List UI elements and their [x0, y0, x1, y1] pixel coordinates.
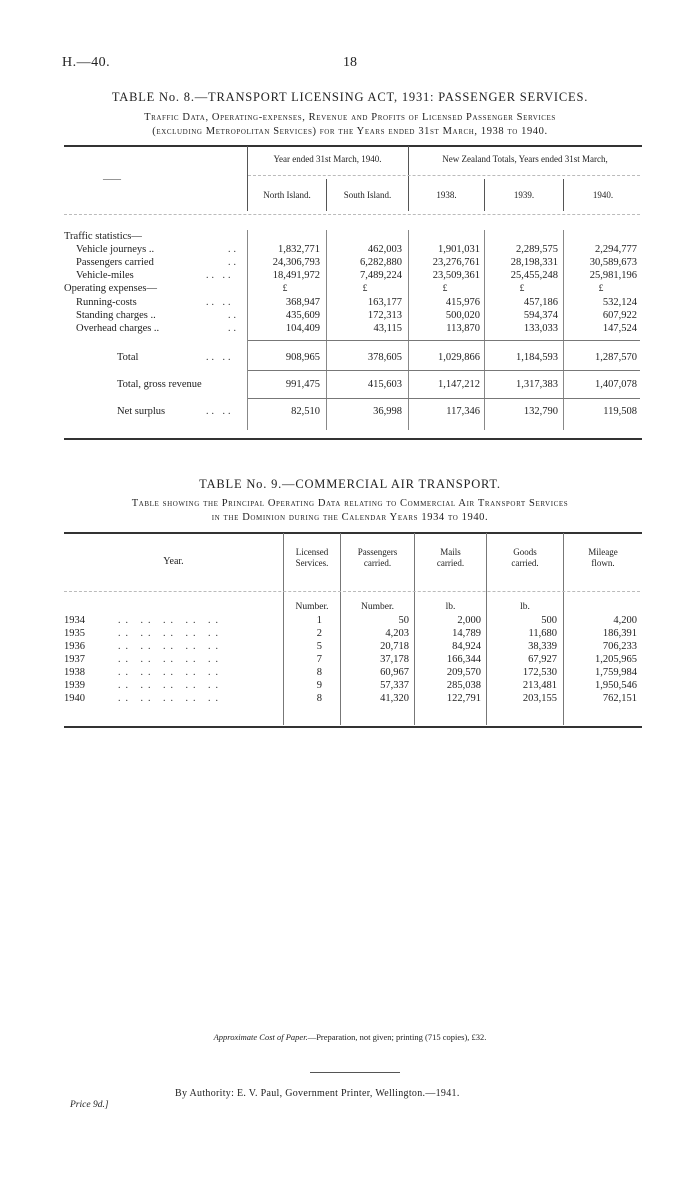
table8-header-underline	[248, 175, 640, 176]
table9-col-goods-carried: Goods carried.	[511, 547, 539, 568]
cell-passengers: 41,320	[380, 693, 409, 704]
cell-passengers: 50	[398, 615, 409, 626]
unit-pound: £	[442, 284, 448, 294]
price: Price 9d.]	[70, 1100, 109, 1110]
cell-north-island: 82,510	[291, 406, 320, 417]
cell-mails: 166,344	[446, 654, 481, 665]
leader-dots: ..	[228, 257, 239, 268]
cell-1938: 23,276,761	[432, 257, 480, 268]
cell-south-island: 172,313	[367, 310, 402, 321]
cell-mails: 84,924	[452, 641, 481, 652]
cell-1938: 1,029,866	[438, 352, 480, 363]
table-row	[0, 270, 700, 283]
cell-1940: 2,294,777	[595, 244, 637, 255]
table-row	[0, 379, 700, 392]
cell-1940: 119,508	[603, 406, 637, 417]
unit-number: Number.	[361, 602, 394, 612]
table9-subtitle-line1: Table showing the Principal Operating Data relating to Commercial Air Transport Services	[131, 498, 569, 509]
leader-dots: ..	[228, 310, 239, 321]
cell-north-island: 908,965	[285, 352, 320, 363]
table9-col-licensed-services: Licensed Services.	[295, 547, 329, 568]
page-number: 18	[343, 55, 357, 70]
table8-col-1940: 1940.	[592, 190, 614, 200]
cell-licensed-services: 5	[316, 641, 322, 652]
cell-passengers: 60,967	[380, 667, 409, 678]
cell-1939: 133,033	[523, 323, 558, 334]
cost-of-paper-note	[0, 1032, 700, 1042]
cell-mileage: 4,200	[613, 615, 637, 626]
table8-subtitle-line1: Traffic Data, Operating-expenses, Revenue and Profits of Licensed Passenger Services	[144, 112, 556, 123]
cell-goods: 38,339	[528, 641, 557, 652]
table-row	[0, 628, 700, 641]
table-row	[0, 667, 700, 680]
cell-passengers: 37,178	[380, 654, 409, 665]
printer-authority: By Authority: E. V. Paul, Government Printer, Wellington.—1941.	[175, 1088, 460, 1099]
cell-1938: 500,020	[445, 310, 480, 321]
row-label: Vehicle journeys ..	[76, 244, 155, 255]
year-label: 1937	[64, 654, 85, 665]
table9-col-year: Year.	[163, 556, 184, 567]
table8-col-1939: 1939.	[513, 190, 535, 200]
cell-1939: 28,198,331	[510, 257, 558, 268]
table-row	[0, 680, 700, 693]
table8-col-north-island: North Island.	[263, 190, 311, 200]
row-label: Net surplus	[117, 406, 166, 417]
table8-group-header-nz-totals: New Zealand Totals, Years ended 31st March,	[442, 154, 608, 164]
table9-col-mails-carried: Mails carried.	[436, 547, 465, 568]
table8-section-traffic: Traffic statistics—	[64, 231, 142, 242]
table-row	[0, 297, 700, 310]
leader-dots: .. .. .. .. ..	[118, 667, 223, 678]
cell-mails: 285,038	[446, 680, 481, 691]
table-row	[0, 257, 700, 270]
cell-1938: 1,901,031	[438, 244, 480, 255]
unit-pound: £	[362, 284, 368, 294]
cell-1940: 1,407,078	[595, 379, 637, 390]
table-row	[0, 352, 700, 365]
table8-stub-header: ——	[103, 174, 121, 184]
cell-north-island: 991,475	[285, 379, 320, 390]
subtotal-rule	[248, 340, 640, 341]
cell-mails: 14,789	[452, 628, 481, 639]
leader-dots: ..	[228, 244, 239, 255]
year-label: 1934	[64, 615, 85, 626]
cell-1939: 132,790	[523, 406, 558, 417]
cell-passengers: 57,337	[380, 680, 409, 691]
cell-south-island: 36,998	[373, 406, 402, 417]
year-label: 1935	[64, 628, 85, 639]
year-label: 1939	[64, 680, 85, 691]
table-row	[0, 406, 700, 419]
cell-south-island: 6,282,880	[360, 257, 402, 268]
cell-goods: 67,927	[528, 654, 557, 665]
cell-1938: 415,976	[445, 297, 480, 308]
leader-dots: .. .. .. .. ..	[118, 641, 223, 652]
table-row	[0, 244, 700, 257]
leader-dots: .. .. .. .. ..	[118, 680, 223, 691]
cell-1940: 1,287,570	[595, 352, 637, 363]
table8-col-1938: 1938.	[436, 190, 457, 200]
leader-dots: ..	[228, 323, 239, 334]
table8-section-expenses: Operating expenses—	[64, 283, 158, 294]
year-label: 1936	[64, 641, 85, 652]
cell-south-island: 7,489,224	[360, 270, 402, 281]
table-row	[0, 310, 700, 323]
cell-mileage: 762,151	[602, 693, 637, 704]
year-label: 1940	[64, 693, 85, 704]
cell-licensed-services: 9	[316, 680, 322, 691]
table9-bottom-rule	[64, 726, 642, 728]
table-row	[0, 323, 700, 336]
table8-col-south-island: South Island.	[343, 190, 392, 200]
row-label: Overhead charges ..	[76, 323, 160, 334]
cell-1938: 113,870	[446, 323, 480, 334]
cell-1940: 607,922	[602, 310, 637, 321]
cell-north-island: 18,491,972	[272, 270, 320, 281]
table-row	[0, 654, 700, 667]
cell-licensed-services: 2	[316, 628, 322, 639]
leader-dots: .. .. .. .. ..	[118, 628, 223, 639]
row-label: Standing charges ..	[76, 310, 156, 321]
cell-licensed-services: 7	[316, 654, 322, 665]
leader-dots: .. .. .. .. ..	[118, 693, 223, 704]
subtotal-rule	[248, 370, 640, 371]
unit-number: Number.	[295, 602, 329, 612]
cell-mails: 209,570	[446, 667, 481, 678]
cell-passengers: 20,718	[380, 641, 409, 652]
cell-south-island: 163,177	[367, 297, 402, 308]
cost-label: Approximate Cost of Paper.	[213, 1032, 308, 1042]
cell-goods: 203,155	[522, 693, 557, 704]
leader-dots: .. .. .. .. ..	[118, 654, 223, 665]
cell-1939: 594,374	[523, 310, 558, 321]
cell-1940: 532,124	[602, 297, 637, 308]
table8-top-rule	[64, 145, 642, 147]
table-row	[0, 615, 700, 628]
row-label: Running-costs	[76, 297, 137, 308]
cell-south-island: 462,003	[367, 244, 402, 255]
cell-south-island: 378,605	[367, 352, 402, 363]
cell-1939: 457,186	[523, 297, 558, 308]
leader-dots: .. ..	[206, 406, 234, 417]
cell-north-island: 368,947	[285, 297, 320, 308]
cell-1939: 25,455,248	[510, 270, 558, 281]
table8-header-bottom-rule	[64, 214, 640, 215]
cell-1938: 117,346	[446, 406, 480, 417]
table8-bottom-rule	[64, 438, 642, 440]
table9-title: TABLE No. 9.—COMMERCIAL AIR TRANSPORT.	[199, 477, 501, 491]
cell-goods: 500	[541, 615, 557, 626]
cell-north-island: 104,409	[285, 323, 320, 334]
cell-mileage: 706,233	[602, 641, 637, 652]
cell-mileage: 1,205,965	[595, 654, 637, 665]
cell-mails: 122,791	[446, 693, 481, 704]
footer-rule	[310, 1072, 400, 1073]
table9-col-mileage-flown: Mileage flown.	[588, 547, 618, 568]
cell-goods: 213,481	[522, 680, 557, 691]
table9-header-bottom-rule	[64, 591, 640, 592]
cell-licensed-services: 8	[316, 667, 322, 678]
table-row	[0, 641, 700, 654]
cell-mails: 2,000	[457, 615, 481, 626]
leader-dots: .. ..	[206, 352, 234, 363]
unit-pound: £	[598, 284, 604, 294]
cell-south-island: 43,115	[373, 323, 402, 334]
cell-1939: 1,317,383	[516, 379, 558, 390]
cell-1940: 30,589,673	[589, 257, 637, 268]
cell-passengers: 4,203	[385, 628, 409, 639]
cell-mileage: 1,759,984	[595, 667, 637, 678]
cell-south-island: 415,603	[367, 379, 402, 390]
cell-mileage: 186,391	[602, 628, 637, 639]
cell-1938: 23,509,361	[432, 270, 480, 281]
table8-title: TABLE No. 8.—TRANSPORT LICENSING ACT, 1931: PASSENGER SERVICES.	[111, 90, 589, 104]
table8-group-header-1940: Year ended 31st March, 1940.	[273, 154, 382, 164]
cell-north-island: 435,609	[285, 310, 320, 321]
subtotal-rule	[248, 398, 640, 399]
row-label: Vehicle-miles	[76, 270, 134, 281]
table8-subtitle-line2: (excluding Metropolitan Services) for the Years ended 31st March, 1938 to 1940.	[152, 126, 548, 137]
row-label: Passengers carried	[76, 257, 154, 268]
cell-licensed-services: 1	[316, 615, 322, 626]
table9-col-passengers-carried: Passengers carried.	[357, 547, 398, 568]
cell-1940: 25,981,196	[589, 270, 637, 281]
cell-goods: 172,530	[522, 667, 557, 678]
table9-subtitle-line2: in the Dominion during the Calendar Years 1934 to 1940.	[211, 512, 489, 523]
cell-mileage: 1,950,546	[595, 680, 637, 691]
table-row	[0, 693, 700, 706]
leader-dots: .. .. .. .. ..	[118, 615, 223, 626]
row-label: Total, gross revenue	[117, 379, 202, 390]
unit-lb: lb.	[520, 602, 530, 612]
leader-dots: .. ..	[206, 297, 234, 308]
leader-dots: .. ..	[206, 270, 234, 281]
cell-1938: 1,147,212	[438, 379, 480, 390]
cell-1939: 2,289,575	[516, 244, 558, 255]
cell-1940: 147,524	[602, 323, 637, 334]
cell-1939: 1,184,593	[516, 352, 558, 363]
page-reference: H.—40.	[62, 55, 111, 70]
cell-north-island: 24,306,793	[272, 257, 320, 268]
cell-goods: 11,680	[528, 628, 557, 639]
table9-top-rule	[64, 532, 642, 534]
cell-north-island: 1,832,771	[278, 244, 320, 255]
unit-pound: £	[519, 284, 525, 294]
year-label: 1938	[64, 667, 85, 678]
unit-lb: lb.	[445, 602, 456, 612]
cell-licensed-services: 8	[316, 693, 322, 704]
row-label: Total	[117, 352, 139, 363]
unit-pound: £	[282, 284, 288, 294]
cost-text: —Preparation, not given; printing (715 copies), £32.	[307, 1032, 487, 1042]
